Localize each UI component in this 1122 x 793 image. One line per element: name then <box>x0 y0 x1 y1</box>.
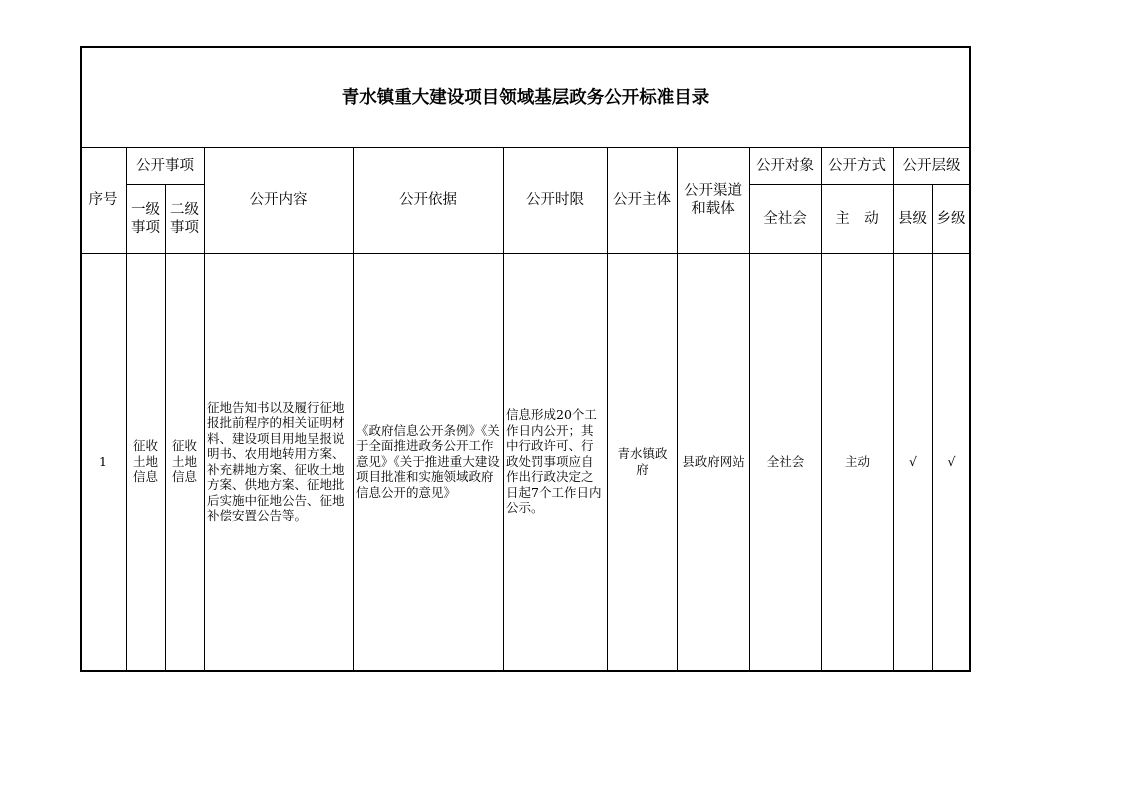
header-subject: 公开主体 <box>613 192 671 208</box>
header-channel: 公开渠道和载体 <box>684 183 742 217</box>
header-basis: 公开依据 <box>399 192 457 208</box>
header-county: 县级 <box>898 210 927 227</box>
row-time-limit: 信息形成20个工作日内公开；其中行政许可、行政处罚事项应自作出行政决定之日起7个工作日内公示。 <box>506 407 602 516</box>
row-town-check: √ <box>947 453 956 469</box>
row-basis: 《政府信息公开条例》《关于全面推进政务公开工作意见》《关于推进重大建设项目批准和实施领域政府信息公开的意见》 <box>356 422 500 500</box>
header-method-sub: 主 动 <box>835 210 879 227</box>
header-time-limit: 公开时限 <box>526 192 584 208</box>
header-level1: 一级事项 <box>131 201 160 236</box>
row-subject: 青水镇政府 <box>617 446 668 477</box>
header-audience: 公开对象 <box>756 157 814 174</box>
catalog-table <box>80 46 971 672</box>
header-matters: 公开事项 <box>136 157 194 174</box>
header-level: 公开层级 <box>902 157 961 174</box>
border-bottom <box>80 670 971 672</box>
header-town: 乡级 <box>936 210 966 227</box>
header-seq: 序号 <box>88 192 118 208</box>
header-method: 公开方式 <box>828 157 886 174</box>
header-content: 公开内容 <box>249 192 308 208</box>
page-title: 青水镇重大建设项目领域基层政务公开标准目录 <box>341 88 710 108</box>
row-seq: 1 <box>99 453 107 469</box>
header-audience-sub: 全社会 <box>763 210 807 227</box>
row-audience: 全社会 <box>766 453 805 469</box>
row-channel: 县政府网站 <box>682 453 745 469</box>
row-level1: 征收土地信息 <box>132 438 158 485</box>
row-level2: 征收土地信息 <box>171 438 197 485</box>
row-content: 征地告知书以及履行征地报批前程序的相关证明材料、建设项目用地呈报说明书、农用地转用方案、补充耕地方案、征收土地方案、供地方案、征地批后实施中征地公告、征地补偿安置公告等。 <box>207 399 345 523</box>
row-county-check: √ <box>909 453 917 469</box>
row-method: 主动 <box>844 453 870 469</box>
header-level2: 二级事项 <box>170 201 199 236</box>
